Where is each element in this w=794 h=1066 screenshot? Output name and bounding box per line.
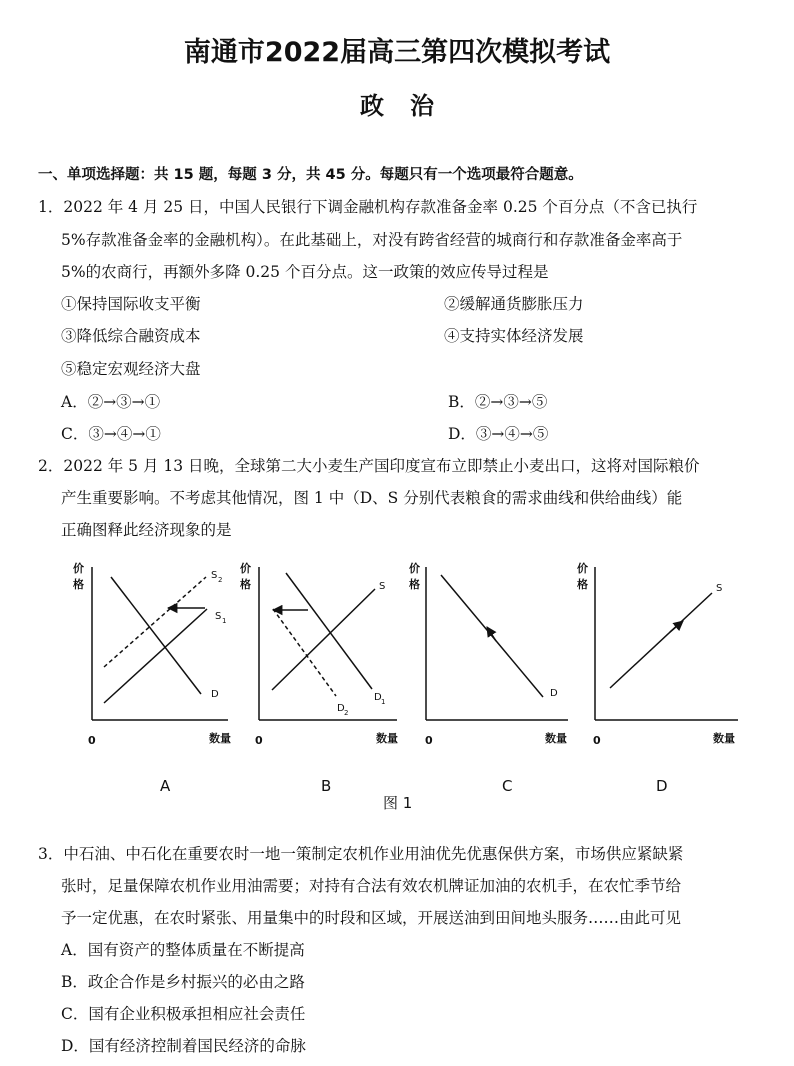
q3-option-c: C．国有企业积极承担相应社会责任 <box>61 1005 306 1023</box>
exam-title: 南通市2022届高三第四次模拟考试 <box>183 37 611 68</box>
q3-stem-line-3: 予一定优惠，在农时紧张、用量集中的时段和区域，开展送油到田间地头服务……由此可见 <box>61 909 682 927</box>
q2-stem-line-2: 产生重要影响。不考虑其他情况，图 1 中（D、S 分别代表粮食的需求曲线和供给曲线）能 <box>61 489 683 507</box>
panel-c-x-label: 数量 <box>545 732 567 745</box>
panel-c-origin: 0 <box>425 734 433 747</box>
panel-a-y-label-2: 格 <box>73 578 84 591</box>
panel-a-s2-subscript: 2 <box>218 576 223 584</box>
panel-b-y-label-2: 格 <box>240 578 251 591</box>
q1-option-b: B．②→③→⑤ <box>448 393 548 411</box>
q1-stem-line-2: 5%存款准备金率的金融机构）。在此基础上，对没有跨省经营的城商行和存款准备金率高于 <box>61 231 683 249</box>
panel-a-d-label: D <box>211 689 219 700</box>
panel-a-supply-s1 <box>104 609 207 703</box>
panel-b-x-label: 数量 <box>376 732 398 745</box>
q2-stem-line-3: 正确图释此经济现象的是 <box>61 521 232 539</box>
panel-d-movement-arrow <box>670 621 683 632</box>
panel-b-supply-curve <box>272 589 375 690</box>
panel-b-demand-d2 <box>273 609 336 696</box>
q2-stem-line-1: 2．2022 年 5 月 13 日晚，全球第二大小麦生产国印度宣布立即禁止小麦出口，这将对国际粮价 <box>38 457 700 475</box>
panel-b-caption: B <box>321 777 332 795</box>
panel-b-origin: 0 <box>255 734 263 747</box>
panel-d-x-label: 数量 <box>713 732 735 745</box>
panel-b-d1-label: D <box>374 692 382 703</box>
panel-d-s-label: S <box>716 583 723 594</box>
panel-a-supply-s2 <box>104 577 206 667</box>
figure-caption: 图 1 <box>383 794 413 812</box>
section-heading: 一、单项选择题：共 15 题，每题 3 分，共 45 分。每题只有一个选项最符合题意。 <box>38 167 583 183</box>
panel-c-caption: C <box>502 777 513 795</box>
panel-b-d2-subscript: 2 <box>344 709 349 717</box>
q3-option-a: A．国有资产的整体质量在不断提高 <box>61 941 305 959</box>
panel-a-axes <box>92 567 228 720</box>
panel-d-origin: 0 <box>593 734 601 747</box>
panel-b-s-label: S <box>379 581 386 592</box>
q1-stem-line-1: 1．2022 年 4 月 25 日，中国人民银行下调金融机构存款准备金率 0.25 个百分点（不含已执行 <box>38 198 698 216</box>
panel-a-y-label-1: 价 <box>73 562 84 575</box>
panel-d-y-label-1: 价 <box>577 562 588 575</box>
q1-item-3: ③降低综合融资成本 <box>61 327 201 345</box>
q3-stem-line-2: 张时，足量保障农机作业用油需要；对持有合法有效农机牌证加油的农机手，在农忙季节给 <box>61 877 682 895</box>
panel-a-x-label: 数量 <box>209 732 231 745</box>
panel-c-y-label-2: 格 <box>409 578 420 591</box>
q3-option-b: B．政企合作是乡村振兴的必由之路 <box>61 973 305 991</box>
panel-d-caption: D <box>656 777 668 795</box>
q1-item-4: ④支持实体经济发展 <box>444 327 584 345</box>
panel-c-d-label: D <box>550 688 558 699</box>
q3-option-d: D．国有经济控制着国民经济的命脉 <box>61 1037 306 1055</box>
panel-b-demand-d1 <box>286 573 372 689</box>
panel-a-demand-curve <box>111 577 201 694</box>
panel-d-supply-curve <box>610 593 712 688</box>
panel-b-d2-label: D <box>337 703 345 714</box>
panel-a-caption: A <box>160 777 171 795</box>
panel-c-y-label-1: 价 <box>409 562 420 575</box>
panel-c-movement-arrow <box>487 627 496 641</box>
panel-a-s1-subscript: 1 <box>222 617 227 625</box>
panel-a-s1-label: S <box>215 611 222 622</box>
panel-d-y-label-2: 格 <box>577 578 588 591</box>
panel-b-y-label-1: 价 <box>240 562 251 575</box>
q1-option-d: D．③→④→⑤ <box>448 425 549 443</box>
q1-item-2: ②缓解通货膨胀压力 <box>444 295 584 313</box>
figure-1 <box>0 550 794 820</box>
q1-item-5: ⑤稳定宏观经济大盘 <box>61 360 201 378</box>
subject-title: 政治 <box>360 92 460 120</box>
q1-stem-line-3: 5%的农商行，再额外多降 0.25 个百分点。这一政策的效应传导过程是 <box>61 263 549 281</box>
q1-option-c: C．③→④→① <box>61 425 161 443</box>
panel-b-d1-subscript: 1 <box>381 698 386 706</box>
q3-stem-line-1: 3．中石油、中石化在重要农时一地一策制定农机作业用油优先优惠保供方案，市场供应紧缺紧 <box>38 845 684 863</box>
panel-a-origin: 0 <box>88 734 96 747</box>
q1-option-a: A．②→③→① <box>61 393 161 411</box>
panel-a-s2-label: S <box>211 570 218 581</box>
panel-c-axes <box>426 567 568 720</box>
q1-item-1: ①保持国际收支平衡 <box>61 295 201 313</box>
